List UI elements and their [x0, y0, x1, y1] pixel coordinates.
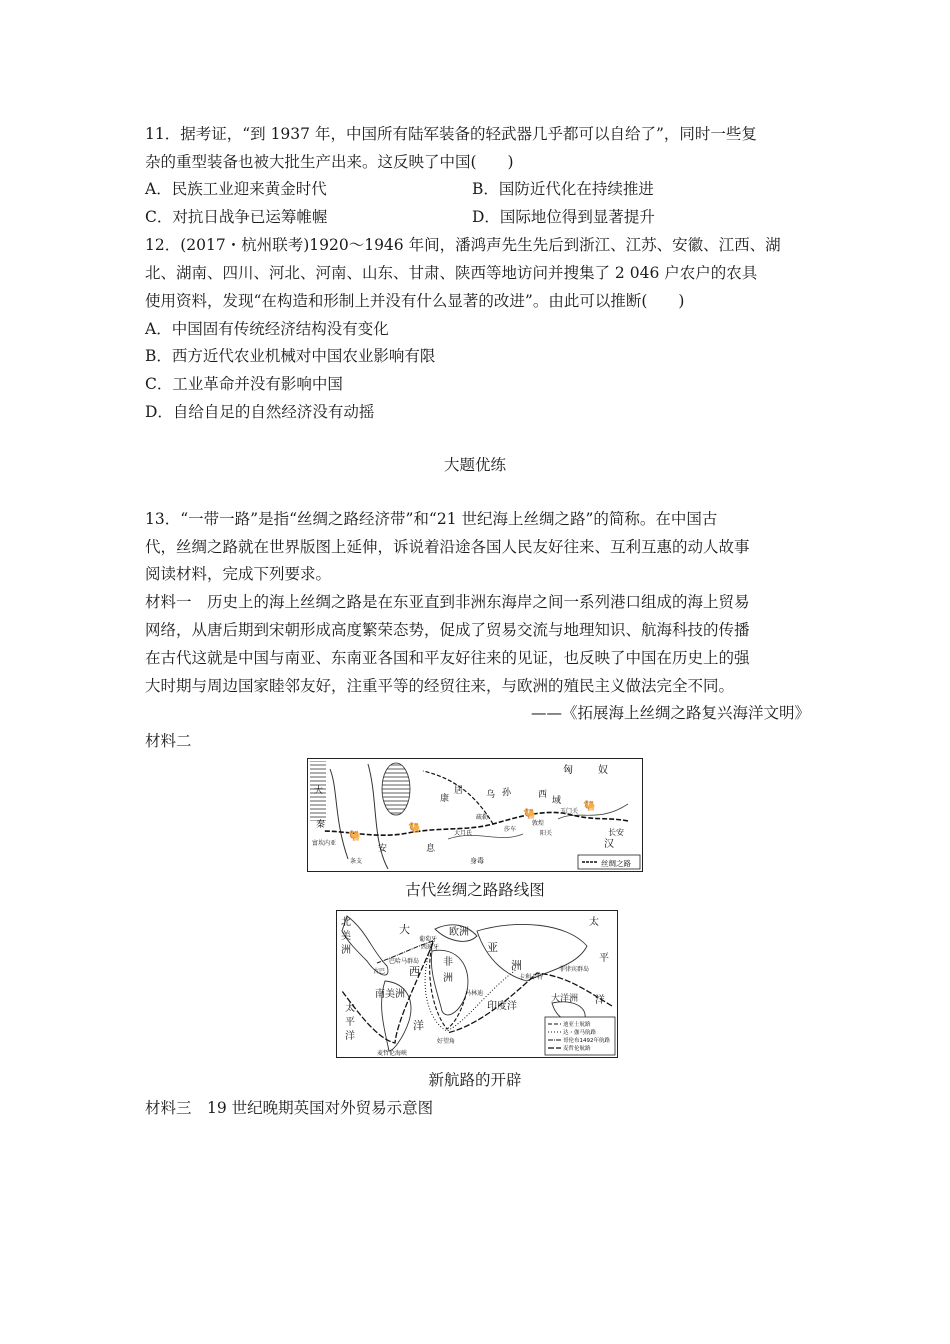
material3-label: 材料三 19 世纪晚期英国对外贸易示意图 [145, 1099, 434, 1117]
new-sea-routes-map [336, 910, 618, 1058]
map2-label-oceania: 大洋洲 [551, 994, 579, 1004]
map1-label-shache: 莎车 [504, 826, 517, 833]
map1-label-kang: 康 [440, 794, 450, 804]
map2-label-ping: 平 [345, 1017, 355, 1028]
q11-option-c: C．对抗日战争已运筹帷幄 [145, 208, 328, 226]
map2-label-tai2: 太 [589, 917, 599, 928]
map2-label-xi: 西 [409, 965, 420, 978]
map1-label-nu: 奴 [598, 765, 608, 776]
q11-option-d: D．国际地位得到显著提升 [472, 208, 655, 226]
map2-label-bei: 北 [341, 917, 351, 928]
map1-label-tiaozhi: 条支 [350, 858, 363, 865]
map2-label-philippines: 菲律宾群岛 [559, 966, 590, 973]
q12-stem-line2: 北、湖南、四川、河北、河南、山东、甘肃、陕西等地访问并搜集了 2 046 户农户的农具 [145, 264, 758, 282]
map2-label-europe: 欧洲 [449, 927, 469, 938]
map2-legend-magellan: 麦哲伦航路 [563, 1046, 591, 1052]
q13-stem-line3: 阅读材料，完成下列要求。 [145, 565, 332, 583]
map2-label-cape: 好望角 [437, 1038, 456, 1045]
silk-road-map [307, 758, 643, 872]
q12-stem-line1: 12．(2017・杭州联考)1920～1946 年间，潘鸿声先生先后到浙江、江苏、安徽、江西、湖 [145, 236, 781, 254]
camel-icon: 🐫 [583, 801, 596, 812]
section-title: 大题优练 [443, 456, 506, 474]
map2-label-fei: 非 [443, 957, 453, 968]
map2-label-calicut: 卡利卡特 [519, 974, 544, 981]
q12-option-b: B．西方近代农业机械对中国农业影响有限 [145, 347, 436, 365]
map2-label-magellan-strait: 麦哲伦海峡 [377, 1050, 408, 1057]
map1-label-dunhuang: 敦煌 [532, 820, 545, 827]
map2-label-bahamas: 巴哈马群岛 [389, 958, 420, 965]
map1-caption: 古代丝绸之路路线图 [405, 881, 545, 899]
map2-label-cuba: 古巴 [373, 968, 386, 975]
map1-label-shule: 疏勒 [476, 814, 489, 821]
camel-icon: 🐫 [523, 809, 536, 820]
q12-option-d: D．自给自足的自然经济没有动摇 [145, 403, 375, 421]
map1-label-changan: 长安 [608, 828, 624, 837]
map2-legend-gama: 达・伽马航路 [563, 1030, 597, 1036]
map1-label-yu: 域 [552, 796, 562, 806]
q11-stem-line2: 杂的重型装备也被大批生产出来。这反映了中国( ) [145, 153, 514, 171]
map2-label-yang2: 洋 [345, 1031, 355, 1042]
q11-option-b: B．国防近代化在持续推进 [472, 180, 654, 198]
map1-label-da: 大 [314, 786, 324, 796]
map2-label-south-america: 南美洲 [375, 989, 405, 1000]
map1-label-han: 汉 [604, 839, 614, 850]
map1-legend-text: 丝绸之路 [601, 859, 631, 868]
map2-legend-columbus: 哥伦布1492年航路 [563, 1038, 610, 1044]
map1-label-dayuezhi: 大月氏 [454, 830, 473, 837]
map2-label-da: 大 [399, 923, 410, 936]
map2-label-ya: 亚 [487, 941, 498, 954]
silk-road-map-graphic [308, 759, 642, 871]
map1-label-ju: 居 [454, 786, 464, 796]
map1-label-sun: 孙 [502, 788, 512, 798]
caspian-sea [382, 763, 410, 815]
material1-line2: 网络，从唐后期到宋朝形成高度繁荣态势，促成了贸易交流与地理知识、航海科技的传播 [145, 621, 750, 639]
map1-label-xi: 息 [426, 844, 436, 854]
camel-icon: 🐫 [348, 831, 361, 842]
map2-label-portugal: 葡萄牙 [419, 936, 438, 943]
map1-label-shendu: 身毒 [470, 857, 484, 865]
map2-label-indian-ocean: 印度洋 [487, 1001, 517, 1012]
material1-line4: 大时期与周边国家睦邻友好，注重平等的经贸往来，与欧洲的殖民主义做法完全不同。 [145, 677, 735, 695]
map2-label-tai: 太 [345, 1003, 355, 1014]
map2-caption: 新航路的开辟 [428, 1071, 522, 1089]
material1-line1: 材料一 历史上的海上丝绸之路是在东亚直到非洲东海岸之间一系列港口组成的海上贸易 [145, 593, 750, 611]
map1-label-fukanneiya: 富坎内亚 [312, 840, 337, 847]
new-sea-routes-graphic [337, 911, 617, 1057]
map1-label-wu: 乌 [486, 790, 496, 800]
map1-label-yumenguan: 玉门关 [560, 808, 579, 815]
map2-label-zhou3: 洲 [443, 973, 453, 984]
q13-stem-line1: 13．“一带一路”是指“丝绸之路经济带”和“21 世纪海上丝绸之路”的简称。在中国古 [145, 510, 718, 528]
q13-stem-line2: 代，丝绸之路就在世界版图上延伸，诉说着沿途各国人民友好往来、互利互惠的动人故事 [145, 538, 750, 556]
map1-label-qin: 秦 [316, 820, 326, 830]
camel-icon: 🐫 [408, 823, 421, 834]
q11-option-a: A．民族工业迎来黄金时代 [145, 180, 327, 198]
map1-label-xi2: 西 [538, 790, 548, 800]
map1-label-yangguan: 阳关 [540, 830, 553, 837]
map2-label-zhou2: 洲 [511, 959, 522, 972]
map2-label-yang3: 洋 [595, 995, 605, 1006]
map1-label-xiong: 匈 [563, 765, 573, 776]
map2-label-malindi: 马林迪 [465, 990, 484, 997]
material1-source: ——《拓展海上丝绸之路复兴海洋文明》 [530, 704, 810, 722]
map1-label-an: 安 [378, 844, 388, 854]
map2-label-spain: 西班牙 [421, 944, 440, 951]
q12-option-c: C．工业革命并没有影响中国 [145, 375, 343, 393]
material1-line3: 在古代这就是中国与南亚、东南亚各国和平友好往来的见证，也反映了中国在历史上的强 [145, 649, 750, 667]
q11-stem-line1: 11．据考证，“到 1937 年，中国所有陆军装备的轻武器几乎都可以自给了”，同时一些复 [145, 125, 757, 143]
map2-legend-dias: 迪亚士航路 [563, 1022, 591, 1028]
map2-label-yang: 洋 [413, 1019, 424, 1032]
q12-option-a: A．中国固有传统经济结构没有变化 [145, 320, 389, 338]
q12-stem-line3: 使用资料，发现“在构造和形制上并没有什么显著的改进”。由此可以推断( ) [145, 292, 685, 310]
map2-label-ping2: 平 [599, 953, 609, 964]
material2-label: 材料二 [145, 732, 192, 750]
map2-label-zhou: 洲 [341, 945, 351, 956]
map2-label-mei: 美 [341, 931, 351, 942]
da-gama-route [425, 941, 517, 1031]
